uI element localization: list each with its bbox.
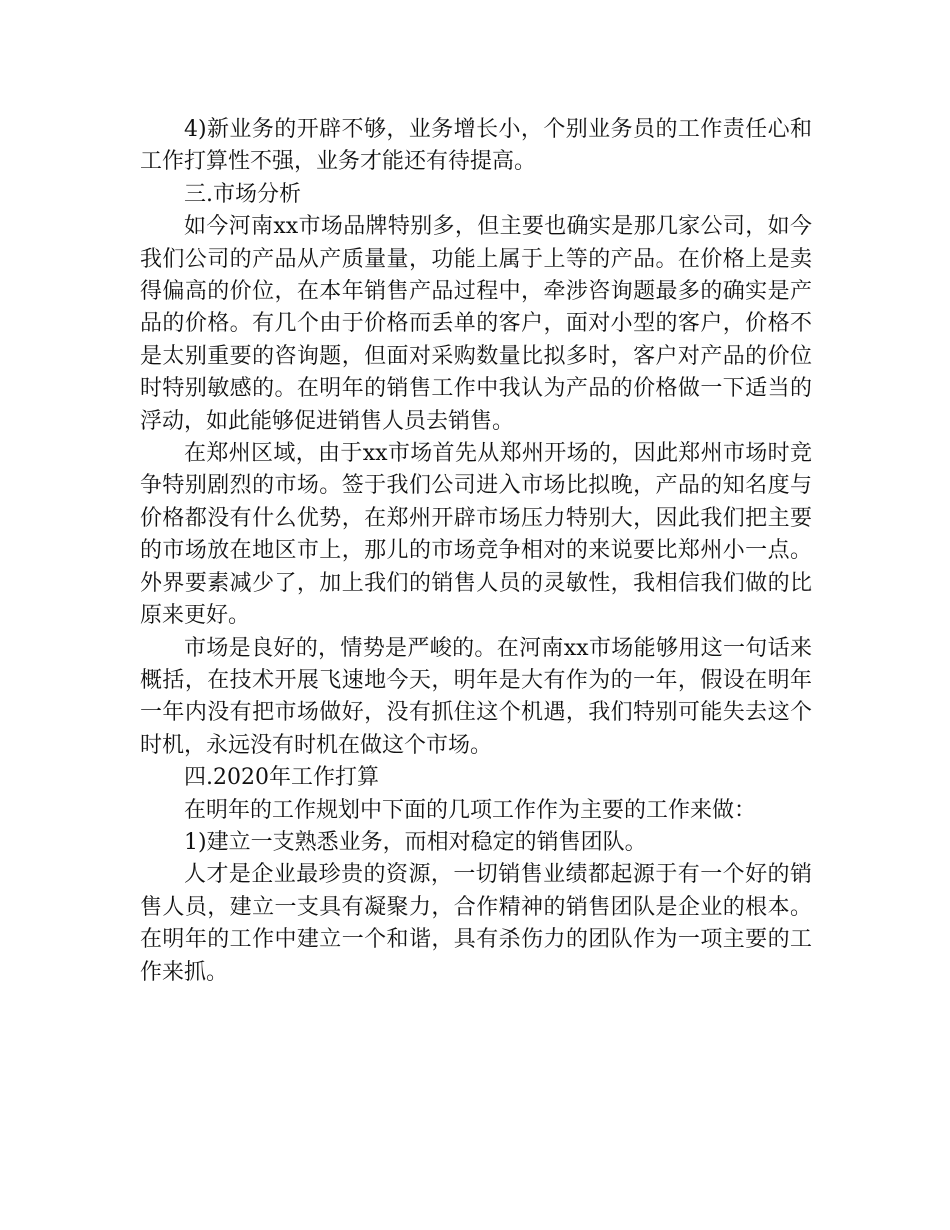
paragraph-market-outlook: 市场是良好的，情势是严峻的。在河南xx市场能够用这一句话来概括，在技术开展飞速地今天，明年是大有作为的一年，假设在明年一年内没有把市场做好，没有抓住这个机遇，我们特别可能失去这个时机，永远没有时机在做这个市场。 — [140, 635, 812, 758]
paragraph-team-building: 人才是企业最珍贵的资源，一切销售业绩都起源于有一个好的销售人员，建立一支具有凝聚力，合作精神的销售团队是企业的根本。在明年的工作中建立一个和谐，具有杀伤力的团队作为一项主要的工作来抓。 — [140, 862, 812, 985]
paragraph-zhengzhou-region: 在郑州区域，由于xx市场首先从郑州开场的，因此郑州市场时竞争特别剧烈的市场。签于我们公司进入市场比拟晚，产品的知名度与价格都没有什么优势，在郑州开辟市场压力特别大，因此我们把主要的市场放在地区市上，那儿的市场竞争相对的来说要比郑州小一点。外界要素减少了，加上我们的销售人员的灵敏性，我相信我们做的比原来更好。 — [140, 441, 812, 629]
document-body — [140, 114, 812, 989]
paragraph-new-business: 4)新业务的开辟不够，业务增长小，个别业务员的工作责任心和工作打算性不强，业务才能还有待提高。 — [140, 117, 812, 175]
section-heading-market-analysis: 三.市场分析 — [184, 181, 301, 207]
paragraph-plan-intro: 在明年的工作规划中下面的几项工作作为主要的工作来做： — [184, 797, 757, 823]
paragraph-henan-market: 如今河南xx市场品牌特别多，但主要也确实是那几家公司，如今我们公司的产品从产质量量，功能上属于上等的产品。在价格上是卖得偏高的价位，在本年销售产品过程中，牵涉咨询题最多的确实是产品的价格。有几个由于价格而丢单的客户，面对小型的客户，价格不是太别重要的咨询题，但面对采购数量比拟多时，客户对产品的价位时特别敏感的。在明年的销售工作中我认为产品的价格做一下适当的浮动，如此能够促进销售人员去销售。 — [140, 214, 812, 434]
paragraph-plan-item-1: 1)建立一支熟悉业务，而相对稳定的销售团队。 — [184, 829, 647, 855]
section-heading-work-plan: 四.2020年工作打算 — [184, 765, 379, 791]
